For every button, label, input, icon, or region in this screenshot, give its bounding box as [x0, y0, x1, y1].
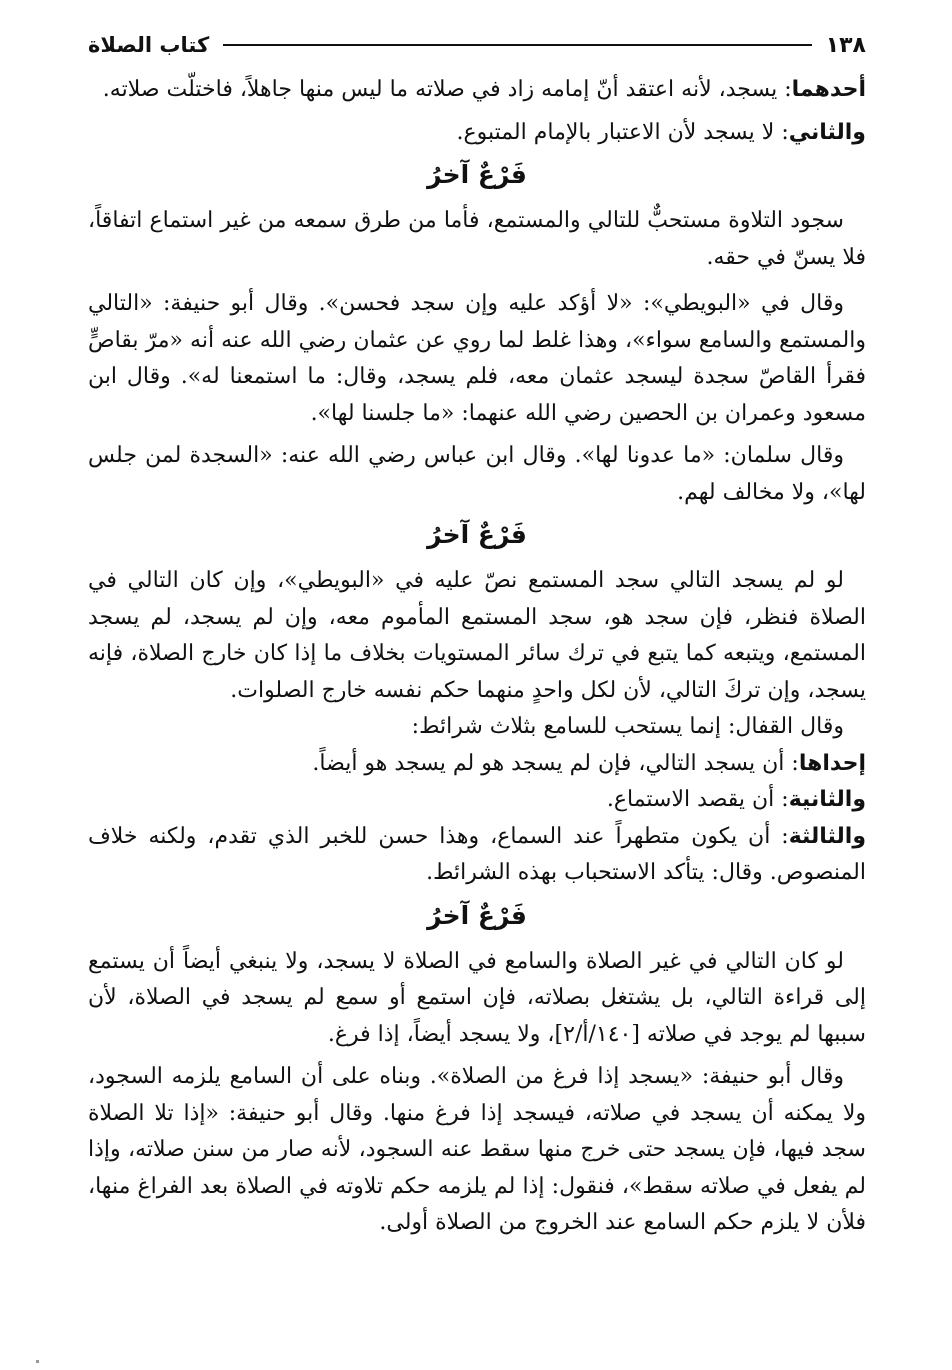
scan-speck [36, 1360, 39, 1363]
item-text: : لا يسجد لأن الاعتبار بالإمام المتبوع. [456, 119, 789, 145]
item-text: : يسجد، لأنه اعتقد أنّ إمامه زاد في صلاته ما ليس منها جاهلاً، فاختلّت صلاته. [102, 77, 792, 102]
paragraph: وقال أبو حنيفة: «يسجد إذا فرغ من الصلاة». وبناه على أن السامع يلزمه السجود، ولا يمكنه أن يسجد في صلاته، فيسجد إذا فرغ منها. وقال أبو حنيفة: «إذا تلا الصلاة سجد فيها، فإن يسجد حتى خرج منها سقط عنه السجود، لأنه صار من سنن صلاته، وإذا لم يفعل في صلاته سقط»، فنقول: إذا لم يلزمه حكم تلاوته في الصلاة بعد الفراغ منها، فلأن لا يلزم حكم السامع عند الخروج من الصلاة أولى. [88, 1064, 866, 1235]
paragraph: وقال القفال: إنما يستحب للسامع بثلاث شرائط: [411, 714, 844, 739]
running-head [88, 30, 866, 60]
header-rule [223, 44, 812, 46]
list-item-condition-three [88, 819, 866, 892]
section-heading: فَرْعٌ آخرُ [427, 160, 527, 189]
paragraph: وقال في «البويطي»: «لا أؤكد عليه وإن سجد فحسن». وقال أبو حنيفة: «التالي والمستمع والسامع سواء»، وهذا غلط لما روي عن عثمان رضي الله عنه أنه «مرّ بقاصٍّ فقرأ القاصّ سجدة ليسجد عثمان معه، فلم يسجد، وقال: ما استمعنا له». وقال ابن مسعود وعمران بن الحصين رضي الله عنهما: «ما جلسنا لها». [88, 291, 866, 426]
section-heading: فَرْعٌ آخرُ [427, 900, 527, 930]
list-item-condition-one [88, 746, 866, 783]
list-item-second-opinion [88, 115, 866, 152]
paragraph: وقال سلمان: «ما عدونا لها». وقال ابن عباس رضي الله عنه: «السجدة لمن جلس لها»، ولا مخالف لهم. [88, 443, 866, 505]
paragraph: لو لم يسجد التالي سجد المستمع نصّ عليه في «البويطي»، وإن كان التالي في الصلاة فنظر، فإن سجد هو، سجد المستمع المأموم معه، وإن لم يسجد، لم يسجد المستمع، ويتبعه كما يتبع في ترك سائر المستويات بخلاف ما إذا كان خارج الصلاة، فإنه يسجد، وإن تركَ التالي، لأن لكل واحدٍ منهما حكم نفسه خارج الصلوات. [88, 568, 866, 703]
section-heading: فَرْعٌ آخرُ [427, 520, 527, 549]
item-lead: أحدهما [791, 77, 866, 102]
list-item-condition-two [88, 782, 866, 819]
paragraph: سجود التلاوة مستحبٌّ للتالي والمستمع، فأما من طرق سمعه من غير استماع اتفاقاً، فلا يسنّ في حقه. [88, 208, 866, 270]
item-text: : أن يكون متطهراً عند السماع، وهذا حسن للخبر الذي تقدم، ولكنه خلاف المنصوص. وقال: يتأكد الاستحباب بهذه الشرائط. [88, 823, 866, 885]
running-title: كتاب الصلاة [88, 33, 210, 57]
item-lead: إحداها [798, 750, 866, 776]
paragraph: لو كان التالي في غير الصلاة والسامع في الصلاة لا يسجد، ولا ينبغي أيضاً أن يستمع إلى قراءة التالي، بل يشتغل بصلاته، فإن استمع أو سمع لم يسجد في الصلاة، لأن سببها لم يوجد في صلاته [١٤٠/أ/٢]، ولا يسجد أيضاً، إذا فرغ. [88, 948, 866, 1047]
list-item-first-opinion [88, 72, 866, 109]
item-lead: والثالثة [788, 823, 866, 849]
item-lead: والثاني [788, 119, 866, 145]
item-lead: والثانية [788, 787, 866, 812]
item-text: : أن يقصد الاستماع. [606, 787, 789, 812]
item-text: : أن يسجد التالي، فإن لم يسجد هو لم يسجد هو أيضاً. [312, 750, 799, 776]
page-body [88, 72, 866, 1242]
page-number: ١٣٨ [825, 32, 866, 58]
